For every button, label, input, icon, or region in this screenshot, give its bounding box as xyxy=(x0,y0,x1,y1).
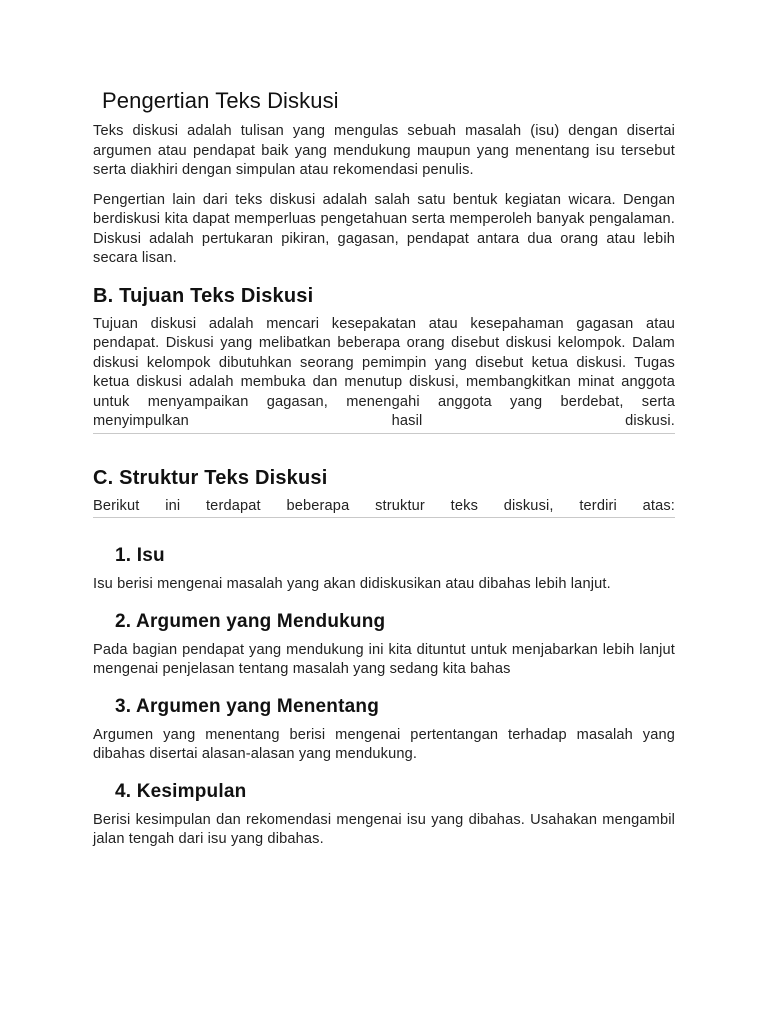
argumen-mendukung-paragraph: Pada bagian pendapat yang mendukung ini kita dituntut untuk menjabarkan lebih lanjut mengenai penjelasan tentang masalah yang sedang kita bahas xyxy=(93,641,675,677)
page-title: Pengertian Teks Diskusi xyxy=(102,88,339,113)
section-heading-tujuan: B. Tujuan Teks Diskusi xyxy=(93,284,314,307)
kesimpulan-paragraph: Berisi kesimpulan dan rekomendasi mengenai isu yang dibahas. Usahakan mengambil jalan tengah dari isu yang dibahas. xyxy=(93,811,675,847)
isu-paragraph: Isu berisi mengenai masalah yang akan didiskusikan atau dibahas lebih lanjut. xyxy=(93,576,611,592)
struktur-intro-paragraph: Berikut ini terdapat beberapa struktur teks diskusi, terdiri atas: xyxy=(93,497,675,519)
intro-paragraph-1: Teks diskusi adalah tulisan yang mengulas sebuah masalah (isu) dengan disertai argumen atau pendapat baik yang mendukung maupun yang menentang isu tersebut serta diakhiri dengan simpulan atau rekomendasi penulis. xyxy=(93,123,675,178)
subheading-isu: 1. Isu xyxy=(115,545,165,566)
tujuan-paragraph: Tujuan diskusi adalah mencari kesepakatan atau kesepahaman gagasan atau pendapat. Diskusi yang melibatkan beberapa orang disebut diskusi kelompok. Dalam diskusi kelompok dibutuhkan seorang pemimpin yang disebut ketua diskusi. Tugas ketua diskusi adalah membuka dan menutup diskusi, membangkitkan minat anggota untuk menyampaikan gagasan, menengahi anggota yang berdebat, serta menyimpulkan hasil diskusi. xyxy=(93,315,675,434)
document-body xyxy=(93,86,675,850)
argumen-menentang-paragraph: Argumen yang menentang berisi mengenai pertentangan terhadap masalah yang dibahas disertai alasan-alasan yang mendukung. xyxy=(93,726,675,762)
subheading-argumen-mendukung: 2. Argumen yang Mendukung xyxy=(115,610,386,632)
intro-paragraph-2: Pengertian lain dari teks diskusi adalah salah satu bentuk kegiatan wicara. Dengan berdiskusi kita dapat memperluas pengetahuan serta memperoleh banyak pengalaman. Diskusi adalah pertukaran pikiran, gagasan, pendapat antara dua orang atau lebih secara lisan. xyxy=(93,191,675,266)
subheading-argumen-menentang: 3. Argumen yang Menentang xyxy=(115,695,379,717)
section-heading-struktur: C. Struktur Teks Diskusi xyxy=(93,466,328,489)
subheading-kesimpulan: 4. Kesimpulan xyxy=(115,780,247,802)
